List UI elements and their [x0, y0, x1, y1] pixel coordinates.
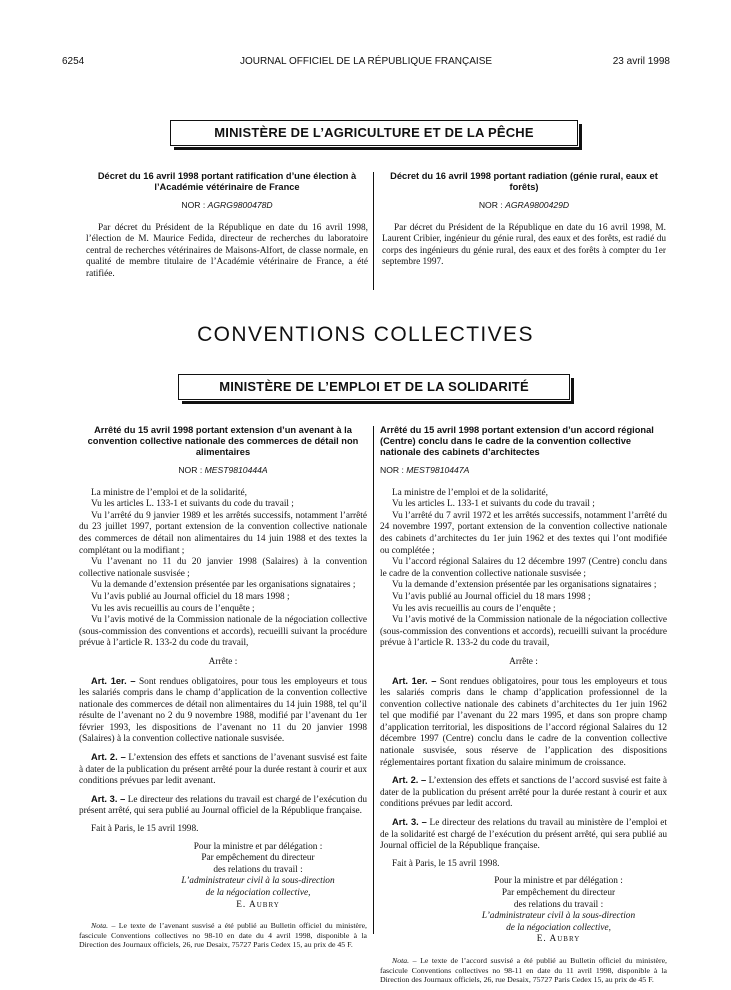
- visa: La ministre de l’emploi et de la solidarité,: [91, 487, 247, 498]
- done-at: Fait à Paris, le 15 avril 1998.: [91, 824, 199, 835]
- section-title: CONVENTIONS COLLECTIVES: [197, 323, 534, 346]
- page-header: [62, 56, 670, 72]
- arrete-architectes: [380, 425, 667, 985]
- ministry-agriculture-banner: [170, 120, 578, 146]
- visa: Vu l’arrêté du 9 janvier 1989 et les arrêtés successifs, notamment l’arrêté du 23 juillet 1997, portant extension de la convention collective nationale des commerces de détail non alimentaires du 14 juin 1988 et des textes la complétant ou la modifiant ;: [79, 510, 367, 556]
- article-1: Art. 1er. – Sont rendues obligatoires, pour tous les employeurs et tous les salariés compris dans le champ d’application de la convention collective nationale des commerces de détail non alimentaires du 14 juin 1988, tel qu’il résulte de l’avenant no 2 du 9 novembre 1988, modifié par l’avenant du 1er février 1993, les dispositions de l’avenant no 11 du 20 janvier 1998 (Salaires) à la convention collective nationale susvisée.: [79, 675, 367, 745]
- visa: Vu l’avis motivé de la Commission nationale de la négociation collective (sous-commission des conventions et accords), recueilli suivant la procédure prévue à l’article R. 133-2 du code du travail,: [380, 615, 667, 649]
- visa: Vu la demande d’extension présentée par les organisations signataires ;: [91, 580, 356, 591]
- ministry-emploi-title: MINISTÈRE DE L’EMPLOI ET DE LA SOLIDARITÉ: [219, 379, 529, 394]
- journal-title: JOURNAL OFFICIEL DE LA RÉPUBLIQUE FRANÇAISE: [239, 56, 493, 67]
- visa: Vu l’avis publié au Journal officiel du 18 mars 1998 ;: [392, 591, 591, 602]
- decree-radiation: [382, 171, 666, 269]
- decree-academie-nor: NOR : AGRG9800478D: [181, 200, 273, 210]
- ministry-emploi-banner: [178, 374, 570, 400]
- decree-radiation-title: Décret du 16 avril 1998 portant radiation (génie rural, eaux et forêts): [390, 171, 658, 192]
- visa: Vu l’avis publié au Journal officiel du 18 mars 1998 ;: [91, 591, 290, 602]
- article-3: Art. 3. – Le directeur des relations du travail au ministère de l’emploi et de la solidarité est chargé de l’exécution du présent arrêté, qui sera publié au Journal officiel de la République française.: [380, 817, 667, 852]
- article-1: Art. 1er. – Sont rendues obligatoires, pour tous les employeurs et tous les salariés compris dans le champ d’application professionnel de la convention collective nationale des cabinets d’architectes du 1er juin 1962 tel que modifié par l’avenant du 22 mars 1995, et dans son propre champ d’application territorial, les dispositions de l’accord régional Salaires du 12 décembre 1997 (Centre) conclu dans le cadre de la convention collective nationale susvisée, sous réserve de l’application des dispositions réglementaires portant fixation du salaire minimum de croissance.: [380, 675, 667, 768]
- visa: La ministre de l’emploi et de la solidarité,: [392, 487, 548, 498]
- visa: Vu les articles L. 133-1 et suivants du code du travail ;: [392, 499, 595, 510]
- visa: Vu l’avis motivé de la Commission nationale de la négociation collective (sous-commission des conventions et accords), recueilli suivant la procédure prévue à l’article R. 133-2 du code du travail,: [79, 615, 367, 649]
- visa: Vu l’avenant no 11 du 20 janvier 1998 (Salaires) à la convention collective nationale susvisée ;: [79, 557, 367, 579]
- decree-academie-body: Par décret du Président de la République en date du 16 avril 1998, l’élection de M. Maurice Fedida, directeur de recherches du laboratoire central de recherches vétérinaires de Maisons-Alfort, de classe normale, en qualité de membre titulaire de l’Académie vétérinaire de France, a été ratifiée.: [86, 222, 368, 279]
- arrete-architectes-nor: NOR : MEST9810447A: [380, 465, 470, 475]
- signature-block: Pour la ministre et par délégation : Par empêchement du directeur des relations du travail : L’administrateur civil à la sous-direction de la négociation collective, E. Aubry: [79, 842, 367, 912]
- visa: Vu la demande d’extension présentée par les organisations signataires ;: [392, 580, 657, 591]
- arrete-commerces-nor: NOR : MEST9810444A: [178, 465, 268, 475]
- signatory: E. Aubry: [236, 899, 280, 910]
- signature-block: Pour la ministre et par délégation : Par empêchement du directeur des relations du travail : L’administrateur civil à la sous-direction de la négociation collective, E. Aubry: [380, 876, 667, 946]
- visa: Vu l’accord régional Salaires du 12 décembre 1997 (Centre) conclu dans le cadre de la convention collective nationale susvisée ;: [380, 557, 667, 579]
- visa: Vu les avis recueillis au cours de l’enquête ;: [91, 603, 255, 614]
- done-at: Fait à Paris, le 15 avril 1998.: [392, 858, 500, 869]
- arrete-word: Arrête :: [208, 656, 238, 667]
- nota: Nota. – Le texte de l’accord susvisé a été publié au Bulletin officiel du ministère, fascicule Conventions collectives no 98-11 en date du 11 avril 1998, disponible à la Direction des Journaux officiels, 26, rue Desaix, 75727 Paris Cedex 15, au prix de 45 F.: [380, 955, 668, 985]
- arrete-commerces-title: Arrêté du 15 avril 1998 portant extension d’un avenant à la convention collective nationale des commerces de détail non alimentaires: [87, 425, 359, 457]
- issue-date: 23 avril 1998: [612, 56, 670, 67]
- decree-academie-title: Décret du 16 avril 1998 portant ratification d’une élection à l’Académie vétérinaire de France: [97, 171, 357, 192]
- article-2: Art. 2. – L’extension des effets et sanctions de l’accord susvisé est faite à dater de la publication du présent arrêté pour la durée restant à courir et aux conditions prévues par ledit accord.: [380, 775, 667, 810]
- signatory: E. Aubry: [536, 934, 581, 945]
- visa: Vu les articles L. 133-1 et suivants du code du travail ;: [91, 499, 294, 510]
- article-2: Art. 2. – L’extension des effets et sanctions de l’avenant susvisé est faite à dater de la publication du présent arrêté pour la durée restant à courir et aux conditions prévues par ledit avenant.: [79, 752, 368, 787]
- decree-radiation-body: Par décret du Président de la République en date du 16 avril 1998, M. Laurent Cribier, ingénieur du génie rural, des eaux et des forêts, est radié du corps des ingénieurs du génie rural, des eaux et des forêts à compter du 1er septembre 1997.: [382, 222, 666, 268]
- column-divider-bottom: [373, 426, 374, 934]
- column-divider-top: [373, 172, 374, 290]
- nota: Nota. – Le texte de l’avenant susvisé a été publié au Bulletin officiel du ministère, fascicule Conventions collectives no 98-10 en date du 4 avril 1998, disponible à la Direction des Journaux officiels, 26, rue Desaix, 75727 Paris Cedex 15, au prix de 45 F.: [79, 921, 367, 950]
- decree-radiation-nor: NOR : AGRA9800429D: [478, 200, 570, 210]
- arrete-word: Arrête :: [509, 656, 538, 667]
- visa: Vu les avis recueillis au cours de l’enquête ;: [392, 603, 556, 614]
- decree-academie: [86, 171, 368, 281]
- ministry-agriculture-title: MINISTÈRE DE L’AGRICULTURE ET DE LA PÊCHE: [214, 125, 534, 140]
- visa: Vu l’arrêté du 7 avril 1972 et les arrêtés successifs, notamment l’arrêté du 24 novembre 1997, portant extension de la convention collective nationale des cabinets d’architectes du 1er juin 1962 et des textes qui l’ont modifiée ou complétée ;: [380, 510, 667, 556]
- page-number: 6254: [62, 56, 85, 67]
- arrete-architectes-title: Arrêté du 15 avril 1998 portant extension d’un accord régional (Centre) conclu dans le cadre de la convention collective nationale des cabinets d’architectes: [380, 425, 654, 457]
- arrete-commerces: [79, 425, 367, 950]
- article-3: Art. 3. – Le directeur des relations du travail est chargé de l’exécution du présent arrêté, qui sera publié au Journal officiel de la République française.: [79, 793, 367, 817]
